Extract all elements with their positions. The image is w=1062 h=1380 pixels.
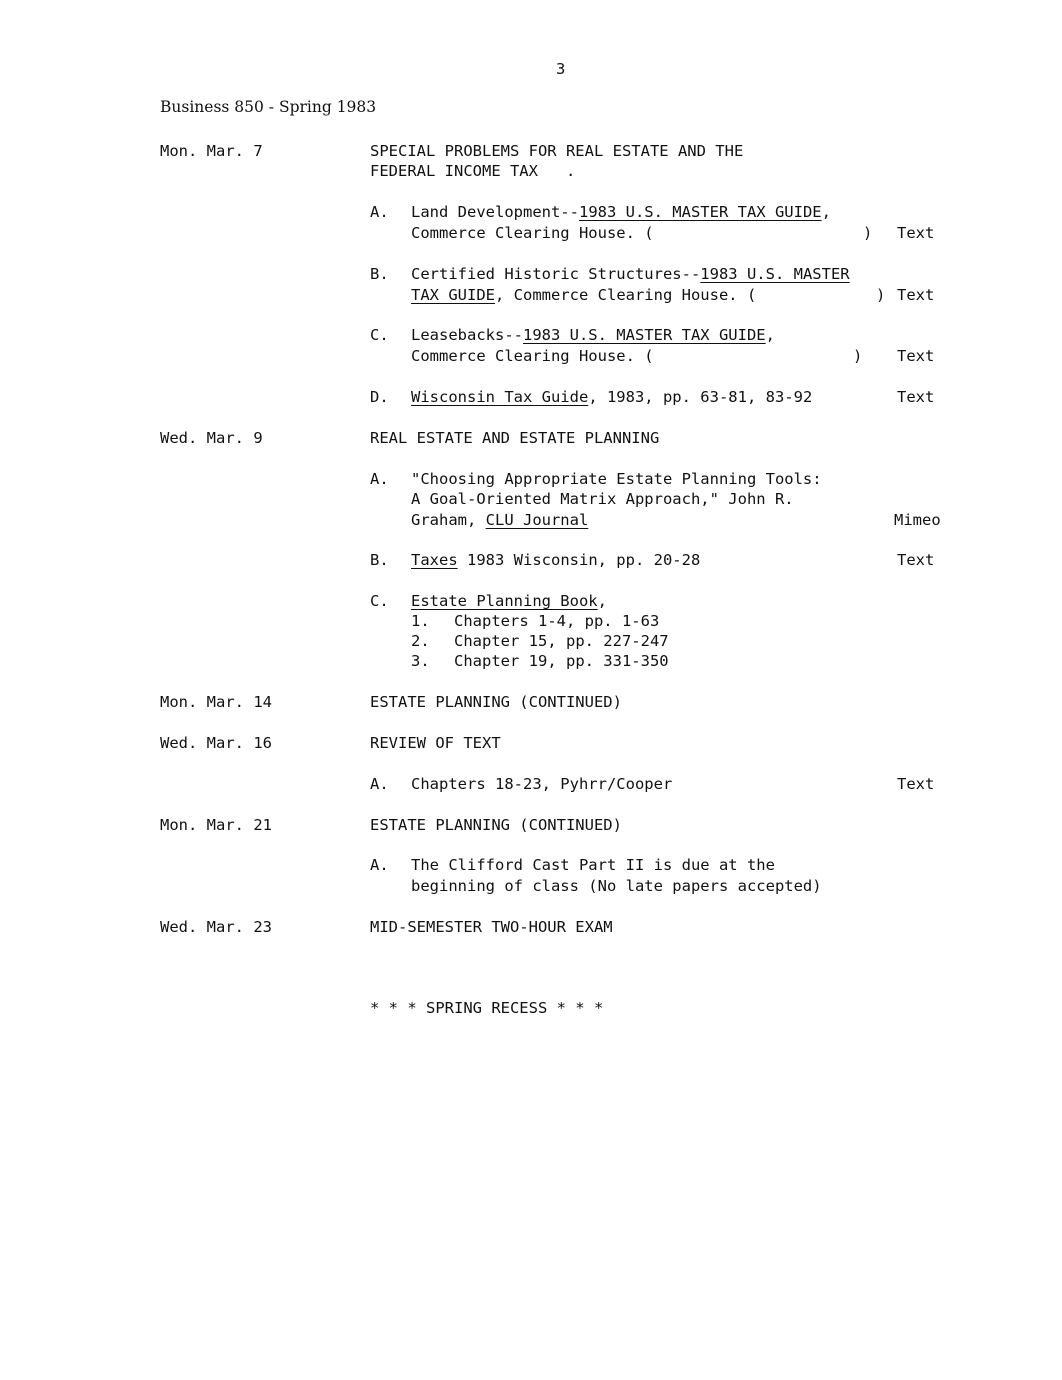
topic-mar-21: ESTATE PLANNING (CONTINUED): [370, 816, 622, 834]
source-label: Text: [897, 388, 935, 406]
item-letter: B.: [370, 551, 389, 569]
book-title: TAX GUIDE: [411, 286, 495, 304]
topic-mar-16: REVIEW OF TEXT: [370, 734, 501, 752]
reading-mar-7-a-line1: Land Development--1983 U.S. MASTER TAX GUIDE,: [411, 203, 831, 221]
book-title: 1983 U.S. MASTER TAX GUIDE: [522, 326, 766, 344]
topic-mar-23: MID-SEMESTER TWO-HOUR EXAM: [370, 918, 613, 936]
reading-mar-9-b: Taxes 1983 Wisconsin, pp. 20-28: [411, 551, 701, 569]
note-mar-21-line1: The Clifford Cast Part II is due at the: [411, 856, 775, 874]
note-mar-21-line2: beginning of class (No late papers accepted): [411, 877, 822, 895]
sub-item-number: 2.: [411, 632, 430, 650]
book-title: 1983 U.S. MASTER: [700, 265, 850, 283]
sub-item-text: Chapter 19, pp. 331-350: [454, 652, 669, 670]
reading-mar-9-a-line2: A Goal-Oriented Matrix Approach," John R.: [411, 490, 794, 508]
source-label: Text: [897, 551, 935, 569]
date-mar-23: Wed. Mar. 23: [160, 918, 272, 936]
reading-mar-9-c: Estate Planning Book,: [411, 592, 607, 610]
source-label: Text: [897, 286, 935, 304]
closing-paren: ): [876, 286, 886, 304]
item-letter: C.: [370, 326, 389, 344]
topic-mar-9: REAL ESTATE AND ESTATE PLANNING: [370, 429, 660, 447]
reading-mar-7-c-line1: Leasebacks--1983 U.S. MASTER TAX GUIDE,: [411, 326, 775, 344]
reading-mar-7-a-line2: Commerce Clearing House. (: [411, 224, 654, 242]
source-label: Text: [897, 347, 935, 365]
date-mar-14: Mon. Mar. 14: [160, 693, 272, 711]
sub-item-text: Chapter 15, pp. 227-247: [454, 632, 669, 650]
reading-mar-9-a-line1: "Choosing Appropriate Estate Planning Tools:: [411, 470, 822, 488]
book-title: 1983 U.S. MASTER TAX GUIDE: [578, 203, 822, 221]
reading-mar-7-c-line2: Commerce Clearing House. (: [411, 347, 654, 365]
reading-mar-7-d: Wisconsin Tax Guide, 1983, pp. 63-81, 83-92: [411, 388, 813, 406]
page-number: 3: [556, 60, 566, 78]
source-label: Text: [897, 775, 935, 793]
reading-mar-16-a: Chapters 18-23, Pyhrr/Cooper: [411, 775, 673, 793]
reading-mar-7-b-line2: TAX GUIDE, Commerce Clearing House. (: [411, 286, 757, 304]
date-mar-7: Mon. Mar. 7: [160, 142, 263, 160]
date-mar-21: Mon. Mar. 21: [160, 816, 272, 834]
source-label: Text: [897, 224, 935, 242]
topic-mar-14: ESTATE PLANNING (CONTINUED): [370, 693, 622, 711]
journal-title: CLU Journal: [485, 511, 589, 529]
item-letter: C.: [370, 592, 389, 610]
topic-mar-7-line1: SPECIAL PROBLEMS FOR REAL ESTATE AND THE: [370, 142, 744, 160]
item-letter: A.: [370, 775, 389, 793]
book-title: Wisconsin Tax Guide: [411, 388, 589, 406]
source-label: Mimeo: [894, 511, 941, 529]
item-letter: D.: [370, 388, 389, 406]
course-header: Business 850 - Spring 1983: [160, 98, 377, 116]
sub-item-number: 3.: [411, 652, 430, 670]
date-mar-16: Wed. Mar. 16: [160, 734, 272, 752]
book-title: Estate Planning Book: [411, 592, 598, 610]
closing-paren: ): [853, 347, 863, 365]
item-letter: B.: [370, 265, 389, 283]
date-mar-9: Wed. Mar. 9: [160, 429, 263, 447]
reading-mar-7-b-line1: Certified Historic Structures--1983 U.S. MASTER: [411, 265, 850, 283]
sub-item-text: Chapters 1-4, pp. 1-63: [454, 612, 660, 630]
reading-mar-9-a-line3: Graham, CLU Journal: [411, 511, 589, 529]
item-letter: A.: [370, 203, 389, 221]
sub-item-number: 1.: [411, 612, 430, 630]
topic-mar-7-line2: FEDERAL INCOME TAX .: [370, 162, 576, 180]
item-letter: A.: [370, 856, 389, 874]
closing-paren: ): [863, 224, 873, 242]
book-title: Taxes: [411, 551, 458, 569]
spring-recess-notice: * * * SPRING RECESS * * *: [370, 999, 604, 1017]
item-letter: A.: [370, 470, 389, 488]
